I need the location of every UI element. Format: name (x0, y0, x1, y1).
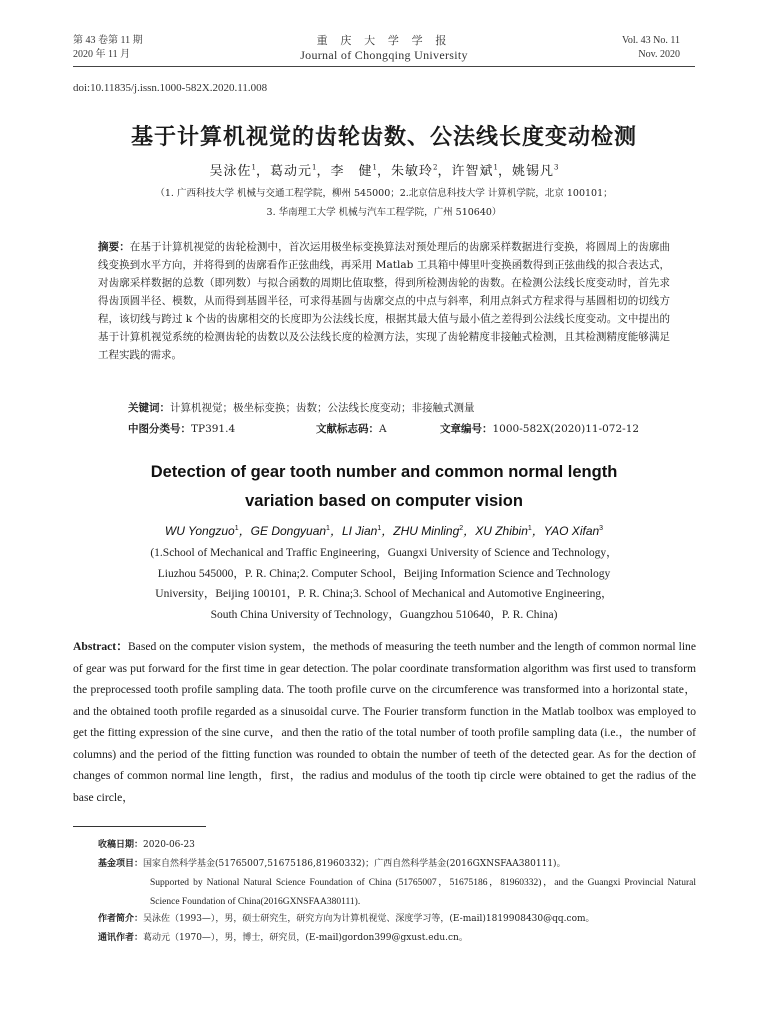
author-list-cn (0, 160, 768, 179)
clc-number (128, 421, 235, 436)
received-label: 收稿日期： (98, 840, 144, 850)
bio-label: 作者简介： (98, 914, 144, 924)
affiliation-line: 3. 华南理工大学 机械与汽车工程学院，广州 510640） (266, 207, 502, 218)
clc-value: TP391.4 (191, 423, 236, 435)
paper-title-cn: 基于计算机视觉的齿轮齿数、公法线长度变动检测 (130, 125, 637, 150)
header-volume: 第 43 卷第 11 期 (73, 35, 143, 46)
header-date: 2020 年 11 月 (73, 49, 131, 60)
affiliations-en (80, 543, 688, 625)
author-name: 姚锡凡 (512, 164, 555, 179)
doccode-value: A (379, 423, 387, 435)
author-list-en (0, 522, 768, 539)
title-line: variation based on computer vision (245, 492, 523, 510)
author-name: YAO Xifan (543, 524, 600, 538)
author-name: 李 健 (330, 164, 373, 179)
header-divider (73, 66, 695, 67)
journal-name-en: Journal of Chongqing University (300, 48, 468, 62)
doi: doi:10.11835/j.issn.1000-582X.2020.11.008 (73, 82, 268, 94)
header-vol-no (622, 34, 680, 62)
clc-label: 中图分类号： (128, 423, 191, 435)
document-code (316, 421, 387, 436)
affiliation-line: South China University of Technology，Guangzhou 510640，P. R. China) (210, 608, 558, 621)
corr-text: 葛动元（1970—），男，博士，研究员，(E-mail)gordon399@gxust.edu.cn。 (143, 933, 468, 943)
author-affiliation-marker: 1 (312, 163, 317, 172)
author-affiliation-marker: 2 (433, 163, 438, 172)
keywords-label: 关键词： (128, 402, 170, 414)
author-name: GE Dongyuan (250, 524, 327, 538)
author-name: ZHU Minling (393, 524, 460, 538)
author-separator: ， (437, 164, 452, 179)
author-separator: ， (531, 524, 544, 538)
author-affiliation-marker: 1 (527, 525, 532, 532)
author-bio (98, 912, 698, 927)
author-separator: ， (255, 164, 270, 179)
author-separator: ， (329, 524, 342, 538)
funding-text-cn: 国家自然科学基金(51765007,51675186,81960332)；广西自然科学基金(2016GXNSFAA380111)。 (143, 859, 566, 869)
doccode-label: 文献标志码： (316, 423, 379, 435)
author-affiliation-marker: 3 (599, 525, 604, 532)
affiliation-line: (1.School of Mechanical and Traffic Engineering，Guangxi University of Science and Technology， (150, 547, 618, 559)
article-value: 1000-582X(2020)11-072-12 (492, 423, 640, 435)
abstract-cn (98, 238, 670, 364)
abstract-label-en: Abstract： (73, 640, 128, 653)
affiliation-line: Liuzhou 545000，P. R. China;2. Computer School，Beijing Information Science and Technology (157, 567, 611, 580)
author-name: 吴泳佐 (209, 164, 252, 179)
author-affiliation-marker: 1 (377, 525, 382, 532)
abstract-label-cn: 摘要： (98, 241, 130, 253)
author-affiliation-marker: 1 (326, 525, 330, 532)
author-separator: ， (381, 524, 394, 538)
funding-label: 基金项目： (98, 859, 144, 869)
author-affiliation-marker: 1 (234, 525, 239, 532)
author-affiliation-marker: 1 (251, 163, 256, 172)
paper-title-en (0, 458, 768, 516)
header-month: Nov. 2020 (638, 49, 680, 60)
corresponding-author (98, 931, 698, 946)
author-separator: ， (238, 524, 251, 538)
author-name: 葛动元 (270, 164, 313, 179)
author-name: 许智斌 (451, 164, 494, 179)
author-separator: ， (497, 164, 512, 179)
author-separator: ， (463, 524, 476, 538)
keywords-text: 计算机视觉；极坐标变换；齿数；公法线长度变动；非接触式测量 (170, 402, 475, 414)
corr-label: 通讯作者： (98, 933, 144, 943)
bio-text: 吴泳佐（1993—），男，硕士研究生，研究方向为计算机视觉、深度学习等，(E-mail)1819908430@qq.com。 (143, 914, 595, 924)
abstract-en (73, 636, 696, 808)
author-name: WU Yongzuo (164, 524, 235, 538)
affiliations-cn (80, 184, 688, 222)
author-name: XU Zhibin (475, 524, 528, 538)
author-affiliation-marker: 3 (554, 163, 559, 172)
article-label: 文章编号： (440, 423, 493, 435)
header-vol: Vol. 43 No. 11 (621, 35, 680, 46)
received-value: 2020-06-23 (143, 840, 195, 850)
author-separator: ， (376, 164, 391, 179)
affiliation-line: University，Beijing 100101，P. R. China;3. School of Mechanical and Automotive Engineering， (155, 588, 613, 600)
author-affiliation-marker: 1 (372, 163, 377, 172)
author-affiliation-marker: 1 (493, 163, 498, 172)
funding-cn (98, 857, 698, 872)
affiliation-line: （1. 广西科技大学 机械与交通工程学院，柳州 545000；2.北京信息科技大学 计算机学院，北京 100101； (155, 188, 613, 199)
title-line: Detection of gear tooth number and common normal length (150, 463, 618, 481)
funding-en: Supported by National Natural Science Foundation of China (51765007，51675186，81960332)，and the Guangxi Provincial Natural Science Foundation of China(2016GXNSFAA380111). (150, 878, 696, 907)
journal-name-cn: 重 庆 大 学 学 报 (316, 35, 452, 47)
received-date (98, 838, 698, 853)
abstract-text-cn: 在基于计算机视觉的齿轮检测中，首次运用极坐标变换算法对预处理后的齿廓采样数据进行变换，将圆周上的齿廓曲线变换到水平方向，并将得到的齿廓看作正弦曲线，再采用 Matlab 工具箱中傅里叶变换函数得到正弦曲线的拟合表达式，对齿廓采样数据的总数（即列数）与拟合函数的周期比值取整，得到所检测齿轮的齿数。在检测公法线长度变动时，首先求得齿顶圆半径、模数，从而得到基圆半径，可求得基圆与齿廓交点的中点与斜率，利用点斜式方程求得与基圆相切的切线方程，该切线与跨过 k 个齿的齿廓相交的长度即为公法线长度，根据其最大值与最小值之差得到公法线长度变动。文中提出的基于计算机视觉系统的检测齿轮的齿数以及公法线长度的检测方法，实现了齿轮精度非接触式检测，且其检测精度能够满足工程实践的需求。 (98, 241, 671, 361)
author-separator: ， (316, 164, 331, 179)
author-affiliation-marker: 2 (459, 525, 464, 532)
author-name: 朱敏玲 (391, 164, 434, 179)
footnote-divider (73, 826, 206, 827)
article-number (440, 421, 639, 436)
author-name: LI Jian (341, 524, 378, 538)
abstract-text-en: Based on the computer vision system，the methods of measuring the teeth number and the length of common normal line of gear was put forward for the first time in gear detection. The polar coordinate transformation algorithm was first used to transform the preprocessed tooth profile sampling data. The tooth profile curve on the circumference was transformed into a horizontal state，and the obtained tooth profile regarded as a sinusoidal curve. The Fourier transform function in the Matlab toolbox was employed to get the fitting expression of the sine curve，and then the ratio of the total number of tooth profile sampling data (i.e.，the number of columns) and the period of the fitting function was rounded to obtain the number of teeth of the detected gear. As for the dection of changes of common normal line length，first，the radius and modulus of the tooth tip circle were obtained to get the radius of the base circle， (73, 640, 696, 804)
keywords-cn (128, 400, 475, 415)
